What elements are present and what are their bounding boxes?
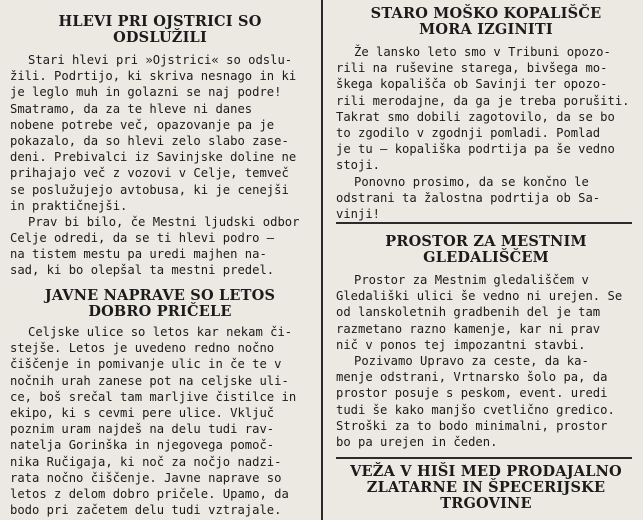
article-kopalisce <box>336 6 636 222</box>
article-kopalisce-title <box>336 6 636 38</box>
article-javne-naprave-title <box>10 288 310 320</box>
text-line: stoji. <box>336 158 381 173</box>
text-line: Pozivamo Upravo za ceste, da ka- <box>354 353 589 368</box>
text-line: bo pa urejen in čeden. <box>336 434 498 449</box>
text-line: Takrat smo dobili zagotovilo, da se bo <box>336 109 615 124</box>
text-line: to zgodilo v zgodnji pomladi. Pomlad <box>336 125 601 140</box>
text-line: odstrani ta žalostna podrtija ob Sa- <box>336 190 601 205</box>
headline-line: JAVNE NAPRAVE SO LETOS <box>44 287 276 304</box>
headline-line: TRGOVINE <box>440 495 532 512</box>
text-line: razmetano razno kamenje, kar ni prav <box>336 321 601 336</box>
text-line: se poslužujejo avtobusa, ki je cenejši <box>10 182 289 197</box>
text-line: poznim uram najdeš na delu tudi rav- <box>10 422 275 437</box>
headline-line: STARO MOŠKO KOPALIŠČE <box>370 5 602 22</box>
article-kopalisce-body <box>336 44 636 222</box>
text-line: Smatramo, da za te hleve ni danes <box>10 101 253 116</box>
text-line: nika Ručigaja, ki noč za nočjo nadzi- <box>10 454 282 469</box>
text-line: pokazalo, da so hlevi zelo slabo zase- <box>10 133 289 148</box>
text-line: tudi še kako manjšo cvetlično gredico. <box>336 402 615 417</box>
text-line: na tistem mestu pa uredi majhen na- <box>10 247 267 262</box>
text-line: Že lansko leto smo v Tribuni opozo- <box>354 45 611 59</box>
article-gledalisce-title <box>336 234 636 266</box>
headline-line: MORA IZGINITI <box>419 21 553 38</box>
text-line: škega kopališča ob Savinji ter opozo- <box>336 77 608 92</box>
text-line: letos z delom dobro pričele. Upamo, da <box>10 486 289 501</box>
text-line: nobene potrebe več, opazovanje pa je <box>10 117 275 132</box>
text-line: Stroški za to bodo minimalni, prostor <box>336 418 608 433</box>
text-line: bodo pri začetem delu tudi vztrajale. <box>10 503 282 518</box>
article-separator <box>336 222 632 224</box>
headline-line: VEŽA V HIŠI MED PRODAJALNO <box>350 463 622 480</box>
text-line: Stari hlevi pri »Ojstrici« so odslu- <box>28 53 293 67</box>
headline-line: PROSTOR ZA MESTNIM <box>385 233 587 250</box>
text-line: menje odstrani, Vrtnarsko šolo pa, da <box>336 370 608 385</box>
text-line: prostor posuje s peskom, event. uredi <box>336 386 608 401</box>
text-line: Prav bi bilo, če Mestni ljudski odbor <box>28 214 300 229</box>
text-line: natelja Gorinška in njegovega pomoč- <box>10 438 275 453</box>
text-line: čiščenje in pomivanje ulic in če te v <box>10 357 282 372</box>
text-line: ekipo, ki s cevmi pere ulice. Vključ <box>10 405 275 420</box>
text-line: žili. Podrtijo, ki skriva nesnago in ki <box>10 69 297 84</box>
text-line: nič v ponos tej impozantni stavbi. <box>336 337 586 352</box>
article-veza-title <box>336 464 636 512</box>
text-line: od lanskoletnih gradbenih del je tam <box>336 305 601 320</box>
text-line: Prostor za Mestnim gledališčem v <box>354 273 589 287</box>
text-line: rili merodajne, da ga je treba porušiti. <box>336 93 630 108</box>
left-column <box>10 0 310 520</box>
text-line: vinji! <box>336 206 381 221</box>
text-line: je tu — kopališka podrtija pa še vedno <box>336 142 615 157</box>
headline-line: ZLATARNE IN ŠPECERIJSKE <box>366 479 606 496</box>
text-line: stejše. Letos je uvedeno redno nočno <box>10 341 275 356</box>
text-line: rili na ruševine starega, bivšega mo- <box>336 61 608 76</box>
article-hlevi-title <box>10 14 310 46</box>
text-line: prihajajo več z vozovi v Celje, temveč <box>10 166 289 181</box>
article-gledalisce-body <box>336 272 636 450</box>
article-hlevi-body <box>10 52 310 279</box>
article-veza <box>336 464 636 512</box>
text-line: Celjske ulice so letos kar nekam či- <box>28 325 293 339</box>
text-line: je leglo muh in golazni se naj podre! <box>10 85 282 100</box>
right-column <box>336 0 636 520</box>
headline-line: DOBRO PRIČELE <box>88 303 232 320</box>
article-javne-naprave <box>10 288 310 518</box>
headline-line: GLEDALIŠČEM <box>423 249 549 266</box>
article-gledalisce <box>336 234 636 450</box>
article-hlevi <box>10 14 310 279</box>
text-line: ce, boš srečal tam marljive čistilce in <box>10 389 297 404</box>
text-line: Ponovno prosimo, da se končno le <box>354 174 589 189</box>
text-line: rata nočno čiščenje. Javne naprave so <box>10 470 282 485</box>
text-line: Celje odredi, da se ti hlevi podro — <box>10 231 275 246</box>
column-divider <box>321 0 323 520</box>
article-javne-naprave-body <box>10 324 310 518</box>
text-line: deni. Prebivalci iz Savinjske doline ne <box>10 150 297 165</box>
article-separator <box>336 457 632 459</box>
text-line: in praktičnejši. <box>10 198 128 213</box>
headline-line: ODSLUŽILI <box>113 29 207 46</box>
headline-line: HLEVI PRI OJSTRICI SO <box>58 13 262 30</box>
text-line: sad, ki bo olepšal ta mestni predel. <box>10 263 275 278</box>
text-line: Gledališki ulici še vedno ni urejen. Se <box>336 289 623 304</box>
text-line: nočnih urah zanese pot na celjske uli- <box>10 373 289 388</box>
